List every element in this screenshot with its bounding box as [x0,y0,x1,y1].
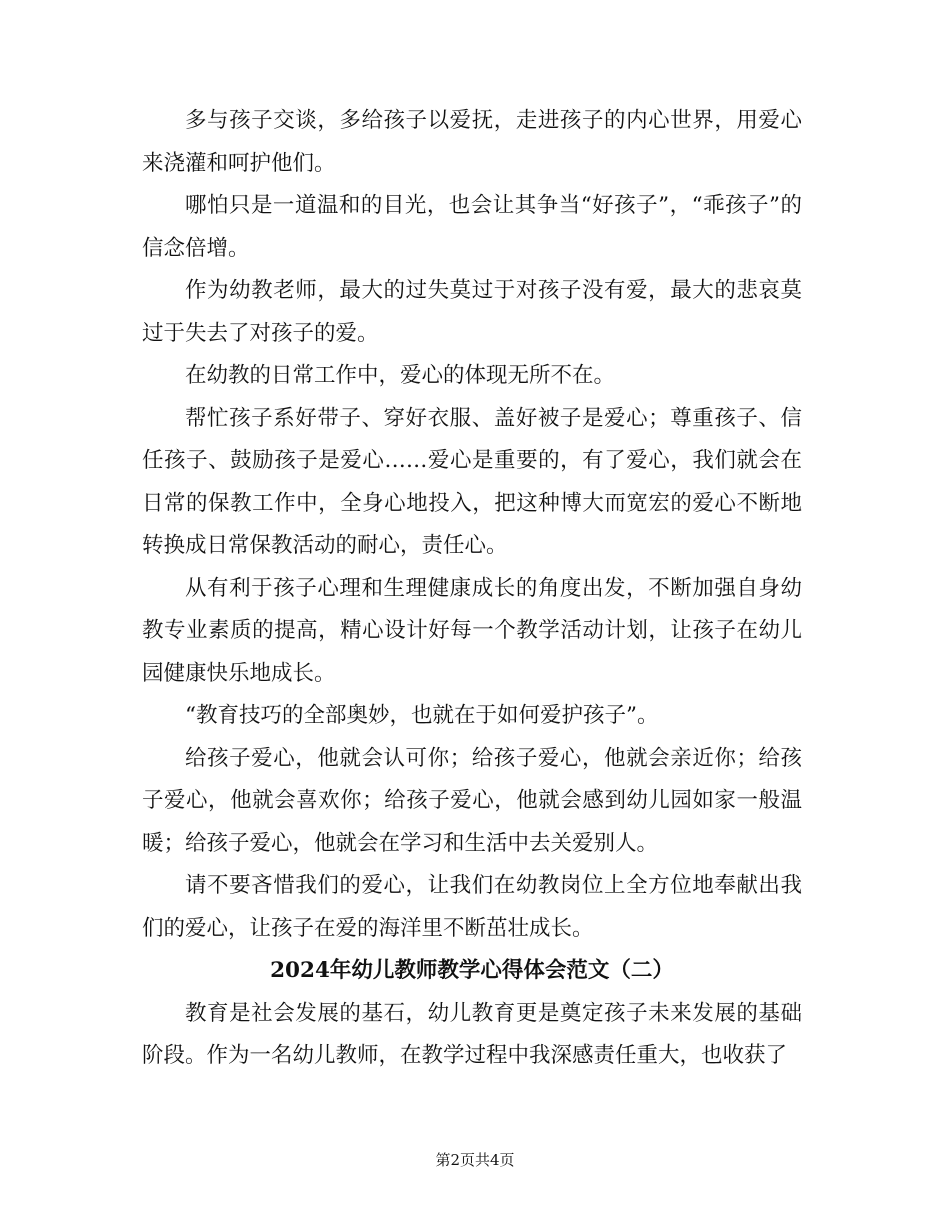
paragraph: “教育技巧的全部奥妙，也就在于如何爱护孩子”。 [185,703,659,728]
paragraph: 给孩子爱心，他就会认可你；给孩子爱心，他就会亲近你；给孩子爱心，他就会喜欢你；给孩子爱心，他就会感到幼儿园如家一般温暖；给孩子爱心，他就会在学习和生活中去关爱别人。 [142,745,802,856]
document-body [142,100,802,1078]
paragraph: 帮忙孩子系好带子、穿好衣服、盖好被子是爱心；尊重孩子、信任孩子、鼓励孩子是爱心……爱心是重要的，有了爱心，我们就会在日常的保教工作中，全身心地投入，把这种博大而宽宏的爱心不断地转换成日常保教活动的耐心，责任心。 [142,405,802,558]
paragraph: 请不要吝惜我们的爱心，让我们在幼教岗位上全方位地奉献出我们的爱心，让孩子在爱的海洋里不断茁壮成长。 [142,873,802,941]
paragraph: 哪怕只是一道温和的目光，也会让其争当“好孩子”，“乖孩子”的信念倍增。 [142,193,802,261]
paragraph: 在幼教的日常工作中，爱心的体现无所不在。 [185,363,616,388]
section-title: 2024年幼儿教师教学心得体会范文（二） [270,958,674,983]
page-number: 第2页共4页 [435,1151,515,1169]
paragraph: 作为幼教老师，最大的过失莫过于对孩子没有爱，最大的悲哀莫过于失去了对孩子的爱。 [142,278,802,346]
paragraph: 从有利于孩子心理和生理健康成长的角度出发，不断加强自身幼教专业素质的提高，精心设计好每一个教学活动计划，让孩子在幼儿园健康快乐地成长。 [142,575,802,686]
paragraph: 教育是社会发展的基石，幼儿教育更是奠定孩子未来发展的基础阶段。作为一名幼儿教师，在教学过程中我深感责任重大，也收获了 [142,1000,802,1068]
paragraph: 多与孩子交谈，多给孩子以爱抚，走进孩子的内心世界，用爱心来浇灌和呵护他们。 [142,108,802,176]
